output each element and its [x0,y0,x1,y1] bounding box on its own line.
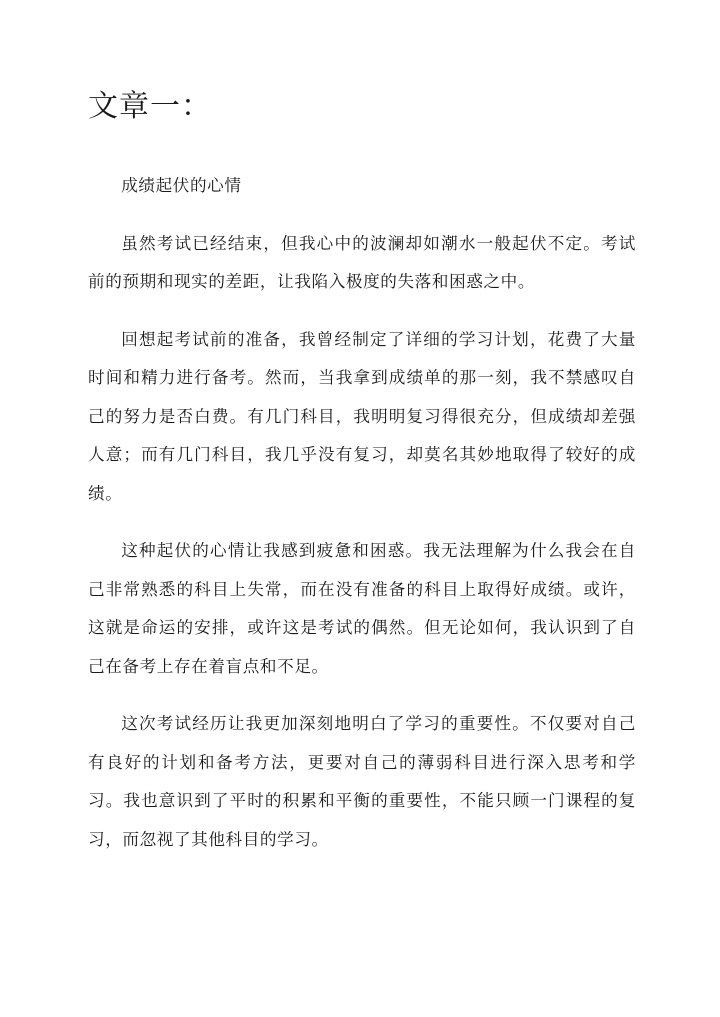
paragraph-1: 虽然考试已经结束，但我心中的波澜却如潮水一般起伏不定。考试前的预期和现实的差距，让我陷入极度的失落和困惑之中。 [88,233,636,291]
paragraph-3: 这种起伏的心情让我感到疲惫和困惑。我无法理解为什么我会在自己非常熟悉的科目上失常，而在没有准备的科目上取得好成绩。或许，这就是命运的安排，或许这是考试的偶然。但无论如何，我认识到了自己在备考上存在着盲点和不足。 [88,541,636,676]
document-heading: 文章一： [88,89,212,124]
paragraph-4: 这次考试经历让我更加深刻地明白了学习的重要性。不仅要对自己有良好的计划和备考方法，更要对自己的薄弱科目进行深入思考和学习。我也意识到了平时的积累和平衡的重要性，不能只顾一门课程的复习，而忽视了其他科目的学习。 [88,714,636,849]
document-body [88,167,636,878]
paragraph-2: 回想起考试前的准备，我曾经制定了详细的学习计划，花费了大量时间和精力进行备考。然而，当我拿到成绩单的那一刻，我不禁感叹自己的努力是否白费。有几门科目，我明明复习得很充分，但成绩却差强人意；而有几门科目，我几乎没有复习，却莫名其妙地取得了较好的成绩。 [88,329,636,503]
document-subtitle: 成绩起伏的心情 [121,176,242,195]
